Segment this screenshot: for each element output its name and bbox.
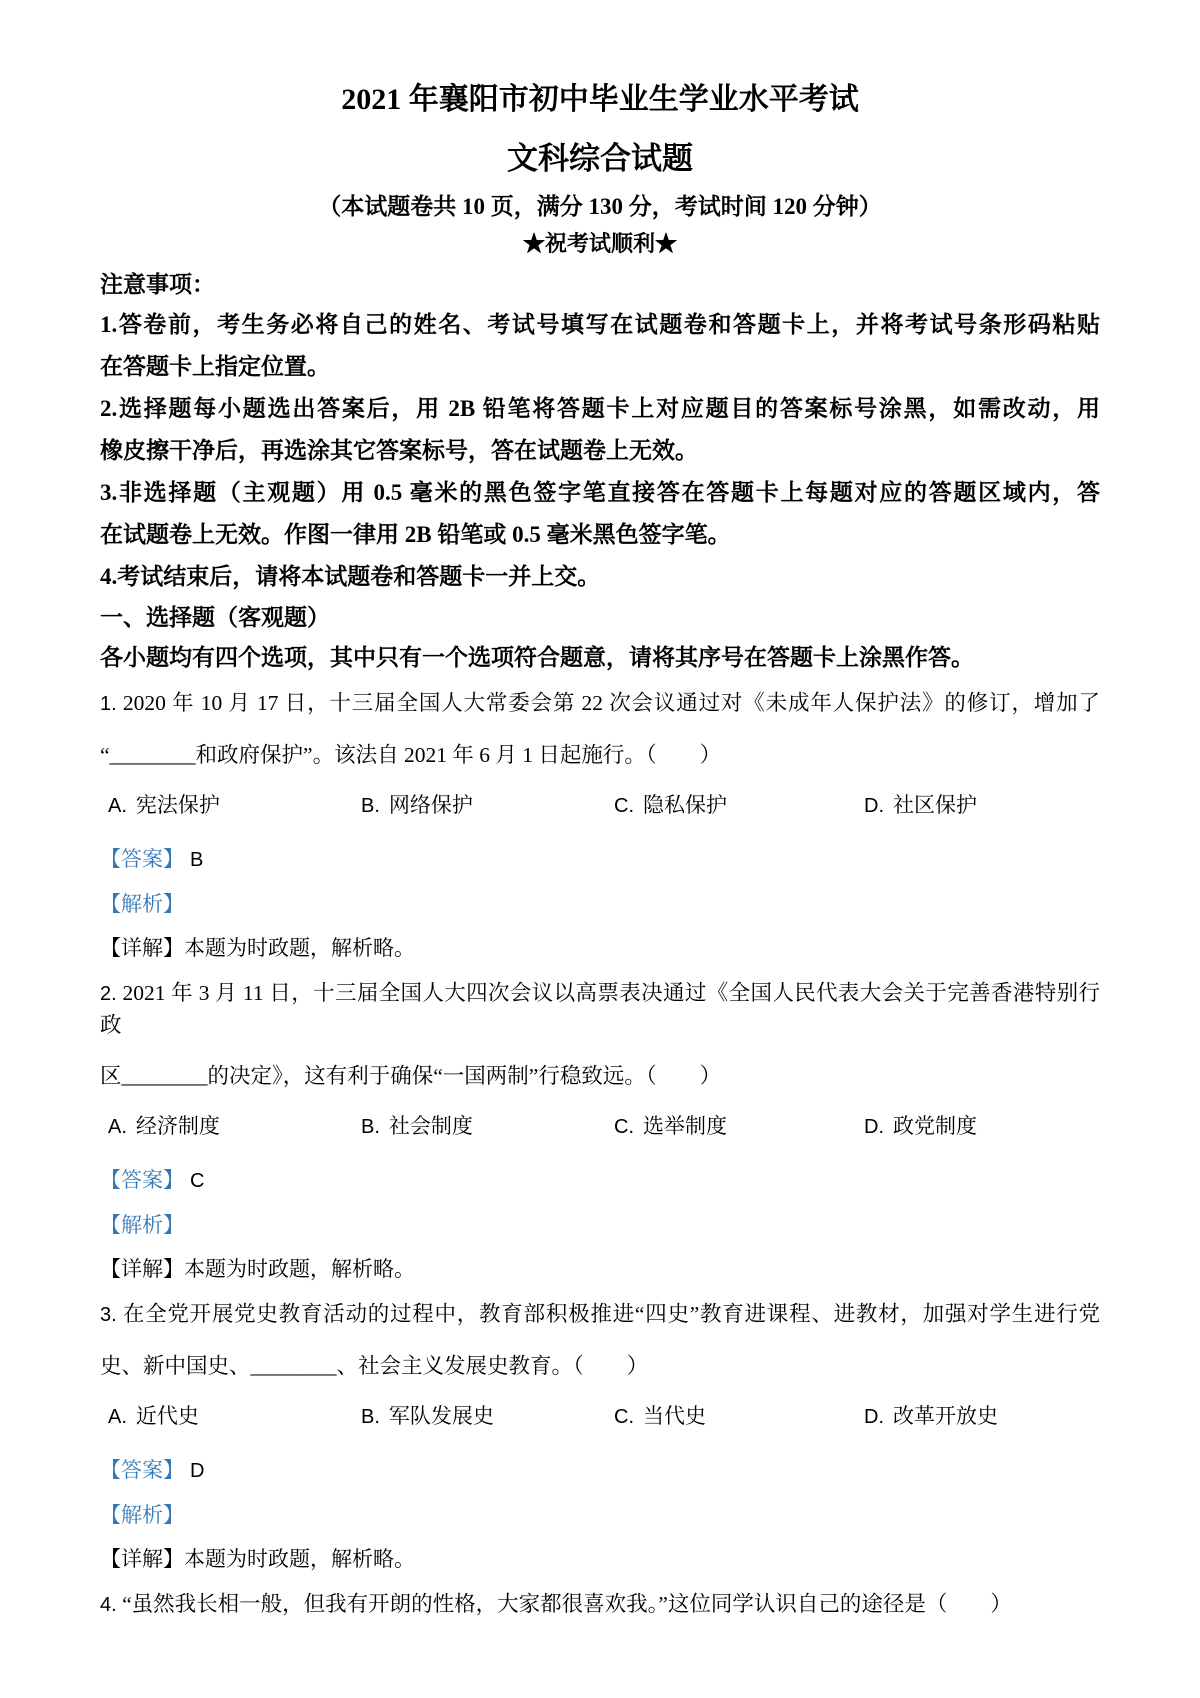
analysis-label: 【解析】 xyxy=(100,1503,184,1527)
answer-label: 【答案】 xyxy=(100,1168,184,1192)
question-3 xyxy=(100,1299,1100,1574)
question-stem-line: 区________的决定》，这有利于确保“一国两制”行稳致远。（ ） xyxy=(100,1064,722,1088)
answer-value: C xyxy=(190,1170,205,1192)
question-number: 2. xyxy=(100,983,117,1005)
question-stem-line xyxy=(100,1299,1100,1331)
question-number: 3. xyxy=(100,1304,117,1326)
notice-line: 在试题卷上无效。作图一律用 2B 铅笔或 0.5 毫米黑色签字笔。 xyxy=(100,522,731,547)
option-b xyxy=(361,1112,614,1142)
question-text: “虽然我长相一般，但我有开朗的性格，大家都很喜欢我。”这位同学认识自己的途径是（ ） xyxy=(122,1592,1012,1616)
option-text: 隐私保护 xyxy=(643,793,727,817)
notice-line: 4.考试结束后，请将本试题卷和答题卡一并上交。 xyxy=(100,564,601,589)
notice-item xyxy=(100,388,1100,472)
detail-line xyxy=(100,1255,1100,1284)
notice-line: 3.非选择题（主观题）用 0.5 毫米的黑色签字笔直接答在答题卡上每题对应的答题区域内，答 xyxy=(100,480,1100,505)
section-heading: 一、选择题（客观题） xyxy=(100,605,330,630)
option-text: 网络保护 xyxy=(388,793,473,817)
option-text: 近代史 xyxy=(135,1404,199,1428)
notice-section xyxy=(100,266,1100,598)
option-text: 当代史 xyxy=(643,1404,706,1428)
option-a xyxy=(108,1112,361,1142)
exam-header xyxy=(100,80,1100,260)
answer-value: D xyxy=(190,1460,205,1482)
question-stem-line: 史、新中国史、________、社会主义发展史教育。（ ） xyxy=(100,1354,649,1378)
option-key: A. xyxy=(108,1116,127,1138)
exam-title: 2021 年襄阳市初中毕业生学业水平考试 xyxy=(341,83,859,116)
notice-line: 橡皮擦干净后，再选涂其它答案标号，答在试题卷上无效。 xyxy=(100,438,698,463)
option-text: 军队发展史 xyxy=(388,1404,494,1428)
answer-value: B xyxy=(190,849,204,871)
notice-line: 1.答卷前，考生务必将自己的姓名、考试号填写在试题卷和答题卡上，并将考试号条形码粘贴 xyxy=(100,312,1100,337)
options-row xyxy=(100,1402,1100,1432)
option-key: D. xyxy=(864,795,884,817)
detail-line xyxy=(100,1545,1100,1574)
analysis-line xyxy=(100,890,1100,919)
question-stem-line: “________和政府保护”。该法自 2021 年 6 月 1 日起施行。（ ） xyxy=(100,743,722,767)
option-key: C. xyxy=(614,795,634,817)
answer-line xyxy=(100,845,1100,875)
option-text: 政党制度 xyxy=(893,1114,977,1138)
analysis-line xyxy=(100,1211,1100,1240)
option-text: 选举制度 xyxy=(643,1114,727,1138)
notice-line: 在答题卡上指定位置。 xyxy=(100,354,330,379)
notice-item xyxy=(100,556,1100,598)
question-stem-line xyxy=(100,978,1100,1041)
options-row xyxy=(100,1112,1100,1142)
option-key: B. xyxy=(361,1116,380,1138)
option-key: A. xyxy=(108,1406,127,1428)
question-number: 1. xyxy=(100,693,117,715)
question-text: 2020 年 10 月 17 日，十三届全国人大常委会第 22 次会议通过对《未成年人保护法》的修订，增加了 xyxy=(122,691,1101,715)
option-a xyxy=(108,1402,361,1432)
choice-section-header xyxy=(100,598,1100,678)
answer-line xyxy=(100,1166,1100,1196)
option-key: C. xyxy=(614,1406,634,1428)
option-d xyxy=(864,1402,1100,1432)
option-d xyxy=(864,791,1100,821)
question-number: 4. xyxy=(100,1594,117,1616)
notice-line: 2.选择题每小题选出答案后，用 2B 铅笔将答题卡上对应题目的答案标号涂黑，如需改动，用 xyxy=(100,396,1100,421)
detail-text: 本题为时政题，解析略。 xyxy=(184,936,415,960)
option-key: D. xyxy=(864,1116,884,1138)
option-text: 社区保护 xyxy=(893,793,977,817)
question-2 xyxy=(100,978,1100,1284)
question-stem-line xyxy=(100,688,1100,720)
notice-item xyxy=(100,472,1100,556)
notice-item xyxy=(100,304,1100,388)
option-c xyxy=(614,1402,864,1432)
exam-subtitle: 文科综合试题 xyxy=(507,141,693,176)
detail-line xyxy=(100,934,1100,963)
option-b xyxy=(361,1402,614,1432)
option-key: A. xyxy=(108,795,127,817)
analysis-line xyxy=(100,1501,1100,1530)
analysis-label: 【解析】 xyxy=(100,892,184,916)
option-c xyxy=(614,791,864,821)
detail-label: 【详解】 xyxy=(100,1547,184,1571)
option-key: B. xyxy=(361,795,380,817)
option-b xyxy=(361,791,614,821)
option-text: 改革开放史 xyxy=(893,1404,998,1428)
analysis-label: 【解析】 xyxy=(100,1213,184,1237)
answer-line xyxy=(100,1456,1100,1486)
option-key: D. xyxy=(864,1406,884,1428)
notice-heading: 注意事项： xyxy=(100,272,215,297)
section-instruction: 各小题均有四个选项，其中只有一个选项符合题意，请将其序号在答题卡上涂黑作答。 xyxy=(100,645,974,670)
option-text: 宪法保护 xyxy=(135,793,220,817)
answer-label: 【答案】 xyxy=(100,1458,184,1482)
options-row xyxy=(100,791,1100,821)
detail-label: 【详解】 xyxy=(100,936,184,960)
option-key: B. xyxy=(361,1406,380,1428)
option-a xyxy=(108,791,361,821)
question-4 xyxy=(100,1589,1100,1621)
detail-text: 本题为时政题，解析略。 xyxy=(184,1257,415,1281)
option-text: 社会制度 xyxy=(388,1114,473,1138)
exam-wish-line: ★祝考试顺利★ xyxy=(522,231,677,256)
question-1 xyxy=(100,688,1100,963)
detail-label: 【详解】 xyxy=(100,1257,184,1281)
option-key: C. xyxy=(614,1116,634,1138)
question-stem-line xyxy=(100,1589,1100,1621)
option-c xyxy=(614,1112,864,1142)
detail-text: 本题为时政题，解析略。 xyxy=(184,1547,415,1571)
option-d xyxy=(864,1112,1100,1142)
question-text: 2021 年 3 月 11 日，十三届全国人大四次会议以高票表决通过《全国人民代表大会关于完善香港特别行政 xyxy=(100,981,1100,1037)
answer-label: 【答案】 xyxy=(100,847,184,871)
option-text: 经济制度 xyxy=(135,1114,220,1138)
exam-info-line: （本试题卷共 10 页，满分 130 分，考试时间 120 分钟） xyxy=(318,194,882,219)
question-text: 在全党开展党史教育活动的过程中，教育部积极推进“四史”教育进课程、进教材，加强对学生进行党 xyxy=(122,1302,1100,1326)
